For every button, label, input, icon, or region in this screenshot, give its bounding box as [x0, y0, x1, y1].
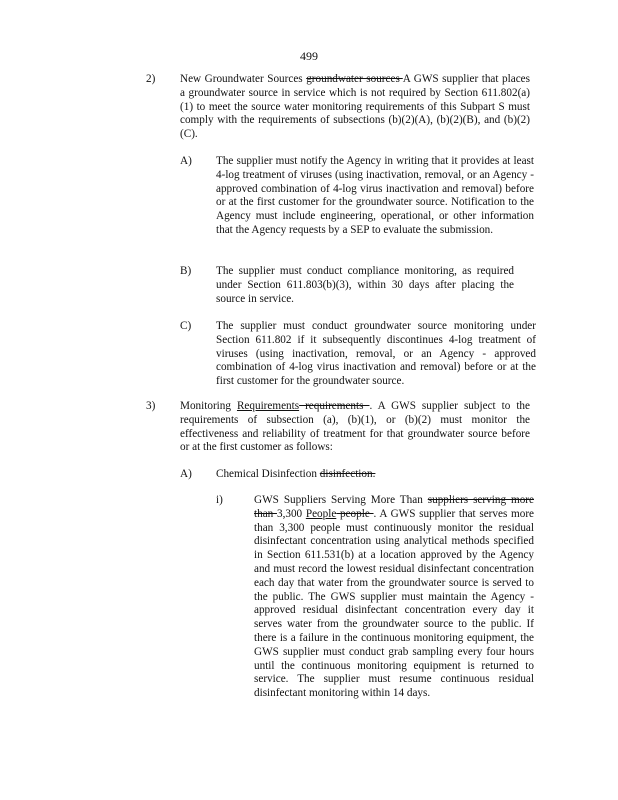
item-3-heading: Monitoring [180, 400, 237, 412]
item-2-sub-b-text: The supplier must conduct compliance monitoring, as required under Section 611.803(b)(3), within 30 days after placing the source in service. [216, 265, 514, 305]
item-3-sub-a-i [216, 494, 534, 701]
item-2-sub-a-text: The supplier must notify the Agency in writing that it provides at least 4-log treatment of viruses (using inactivation, removal, or an Agency -approved combination of 4-log virus inactivation and removal) before or at the first customer for the groundwater source. Notification to the Agency must include engineering, operational, or other information that the Agency requests by a SEP to evaluate the submission. [216, 155, 534, 236]
item-2-sub-c-label: C) [180, 320, 192, 332]
item-2-sub-b [180, 265, 514, 306]
item-3-sub-a [180, 468, 534, 482]
item-2-sub-b-label: B) [180, 265, 192, 277]
item-3-sub-a-i-deleted-text-1: suppliers serving more than [254, 494, 534, 520]
item-3-sub-a-heading: Chemical Disinfection [216, 468, 320, 480]
item-2 [146, 73, 530, 142]
item-2-sub-a-label: A) [180, 155, 192, 167]
item-3-sub-a-i-label: i) [216, 494, 223, 506]
item-2-sub-c [180, 320, 536, 389]
item-3-sub-a-i-heading-number: 3,300 [276, 507, 306, 520]
item-3-label: 3) [146, 400, 156, 412]
item-2-sub-a [180, 155, 534, 238]
item-3-sub-a-text [216, 468, 534, 482]
item-3-sub-a-i-text [254, 494, 534, 701]
item-3-sub-a-i-body: . A GWS supplier that serves more than 3,300 people must continuously monitor the residual disinfectant concentration using analytical methods specified in Section 611.531(b) at a location approved by the Agency and must record the lowest residual disinfectant concentration each day that water from the groundwater source is served to the public. The GWS supplier must maintain the Agency -approved residual disinfectant concentration every day it serves water from the groundwater source to the public. If there is a failure in the continuous monitoring equipment, the GWS supplier must conduct grab sampling every four hours until the continuous monitoring equipment is returned to service. The supplier must resume continuous residual disinfectant monitoring within 14 days. [254, 507, 535, 700]
item-2-deleted-text: groundwater sources [306, 73, 403, 85]
item-2-sub-c-text: The supplier must conduct groundwater source monitoring under Section 611.802 if it subsequently discontinues 4-log treatment of viruses (using inactivation, removal, or an Agency - approved combination of 4-log virus inactivation and removal) before or at the first customer for the groundwater source. [216, 320, 536, 388]
item-3-deleted-text: requirements [299, 400, 370, 412]
page-number: 499 [300, 49, 318, 63]
item-3 [146, 400, 530, 455]
item-2-body: A GWS supplier that places a groundwater source in service which is not required by Section 611.802(a)(1) to meet the source water monitoring requirements of this Subpart S must comply with the requirements of subsections (b)(2)(A), (b)(2)(B), and (b)(2)(C). [180, 73, 530, 141]
item-2-heading: New Groundwater Sources [180, 73, 307, 85]
item-2-text [180, 73, 530, 142]
item-3-sub-a-label: A) [180, 468, 192, 480]
item-3-inserted-text: Requirements [236, 400, 300, 412]
item-3-sub-a-i-deleted-text-2: people [336, 507, 374, 520]
item-3-sub-a-deleted-text: disinfection. [319, 468, 376, 480]
item-3-body: . A GWS supplier subject to the requirements of subsection (a), (b)(1), or (b)(2) must monitor the effectiveness and reliability of treatment for that groundwater source before or at the first customer as follows: [180, 400, 530, 454]
item-3-sub-a-i-heading: GWS Suppliers Serving More Than [254, 494, 428, 506]
item-2-label: 2) [146, 73, 156, 85]
item-3-sub-a-i-inserted-text: People [305, 507, 337, 520]
item-3-text [180, 400, 530, 455]
